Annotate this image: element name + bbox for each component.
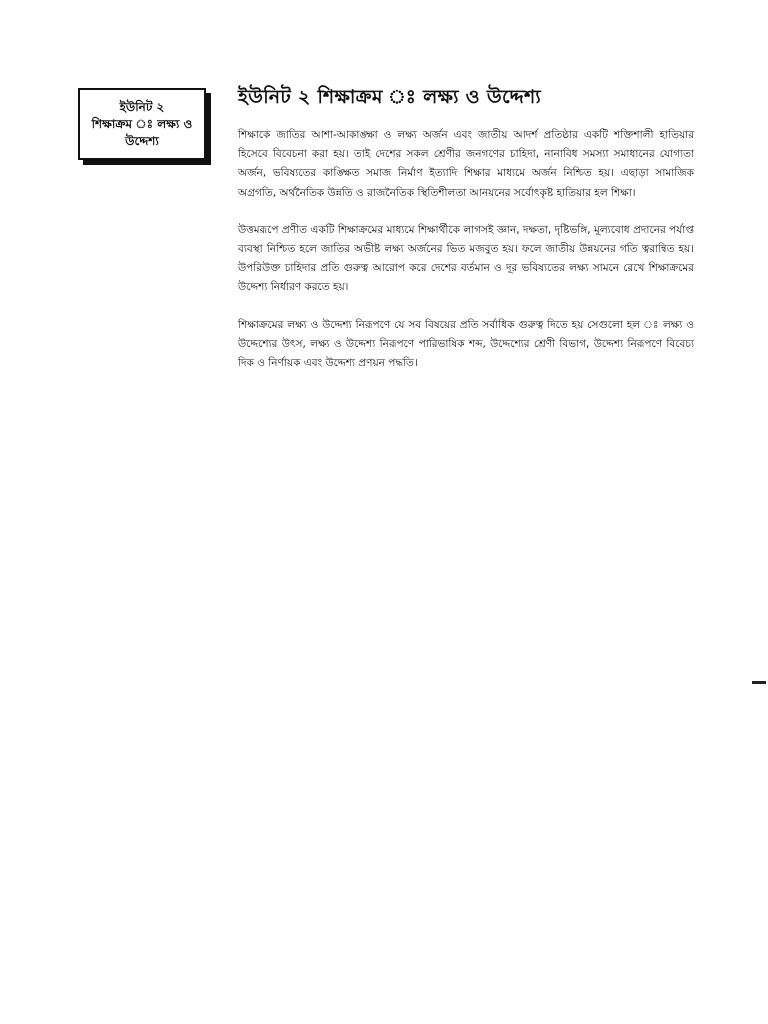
scan-edge-mark — [752, 681, 766, 684]
paragraph: উত্তমরূপে প্রণীত একটি শিক্ষাক্রমের মাধ্যমে শিক্ষার্থীকে লাগসই জ্ঞান, দক্ষতা, দৃষ্টিভঙ্গি, মূল্যবোধ প্রদানের পর্যাপ্ত ব্যবস্থা নিশ্চিত হলে জাতির অভীষ্ট লক্ষ্য অর্জনের ভিত মজবুত হয়। ফলে জাতীয় উন্নয়নের গতি ত্বরান্বিত হয়। উপরিউক্ত চাহিদার প্রতি গুরুত্ব আরোপ করে দেশের বর্তমান ও দূর ভবিষ্যতের লক্ষ্য সামনে রেখে শিক্ষাক্রমের উদ্দেশ্য নির্ধারণ করতে হয়। — [238, 223, 694, 294]
body-text — [238, 126, 694, 391]
unit-title: ইউনিট ২ শিক্ষাক্রম ঃ লক্ষ্য ও উদ্দেশ্য — [238, 86, 542, 108]
unit-label-topic: শিক্ষাক্রম ঃ লক্ষ্য ও — [91, 116, 193, 131]
unit-label-box — [78, 88, 206, 160]
unit-label-number: ইউনিট ২ — [119, 99, 165, 114]
unit-label-topic-end: উদ্দেশ্য — [125, 133, 159, 148]
paragraph: শিক্ষাক্রমের লক্ষ্য ও উদ্দেশ্য নিরূপণে যে সব বিষয়ের প্রতি সর্বাধিক গুরুত্ব দিতে হয় সেগুলো হল ঃ লক্ষ্য ও উদ্দেশ্যের উৎস, লক্ষ্য ও উদ্দেশ্য নিরূপণে পারিভাষিক শব্দ, উদ্দেশ্যের শ্রেণী বিভাগ, উদ্দেশ্য নিরূপণে বিবেচ্য দিক ও নির্ণায়ক এবং উদ্দেশ্য প্রণয়ন পদ্ধতি। — [238, 318, 694, 370]
paragraph: শিক্ষাকে জাতির আশা-আকাঙ্ক্ষা ও লক্ষ্য অর্জন এবং জাতীয় আদর্শ প্রতিষ্ঠার একটি শক্তিশালী হাতিয়ার হিসেবে বিবেচনা করা হয়। তাই দেশের সকল শ্রেণীর জনগণের চাহিদা, নানাবিধ সমস্যা সমাধানের যোগ্যতা অর্জন, ভবিষ্যতের কাঙ্ক্ষিত সমাজ নির্মাণ ইত্যাদি শিক্ষার মাধ্যমে অর্জন নিশ্চিত হয়। এছাড়া সামাজিক অগ্রগতি, অর্থনৈতিক উন্নতি ও রাজনৈতিক স্থিতিশীলতা আনয়নের সর্বোৎকৃষ্ট হাতিয়ার হল শিক্ষা। — [238, 129, 694, 199]
